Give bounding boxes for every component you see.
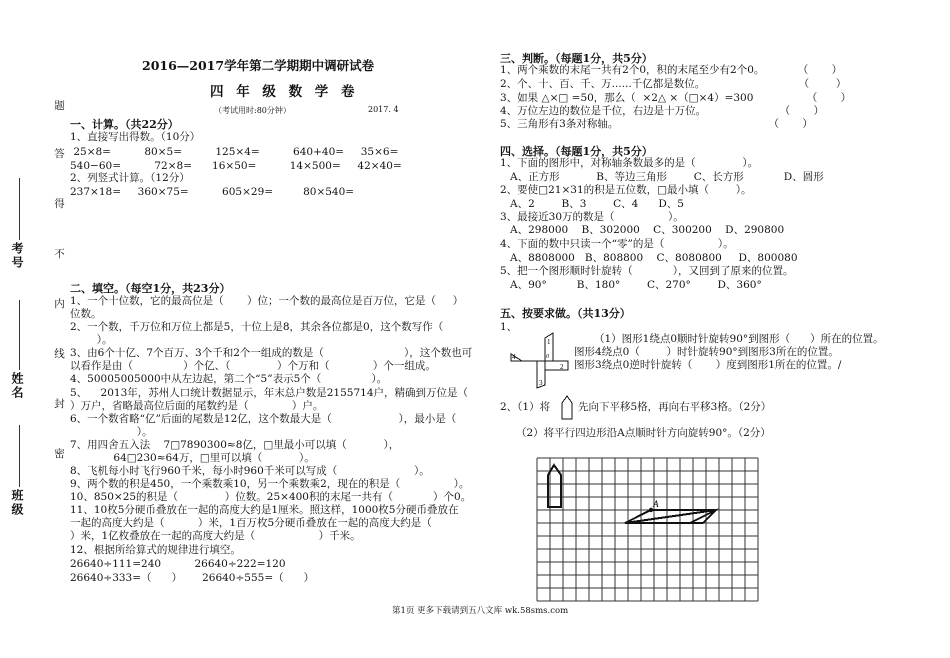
- section-line: 位数。: [70, 308, 102, 320]
- question-line: 图形4绕点0（ ）时针旋转90°到图形3所在的位置。: [574, 346, 839, 358]
- section-line: 3、如果 △×□ =50，那么（ ×2△ ×（□×4）=300 （ ）: [500, 92, 852, 104]
- question-line: 图形3绕点0逆时针旋转（ ）度到图形1所在的位置。/: [574, 359, 842, 371]
- section-line: ）万户，省略最高位后面的尾数约是（ ）户。: [70, 400, 324, 412]
- section-line: 26640÷111=240 26640÷222=120: [70, 558, 286, 570]
- section-line: 3、最接近30万的数是（ ）。: [500, 211, 684, 223]
- section-line: 1、两个乘数的末尾一共有2个0，积的末尾至少有2个0。 （ ）: [500, 64, 843, 76]
- pencil-shape-icon: [560, 395, 574, 421]
- section-line: 9、两个数的积是450，一个乘数乘10，另一个乘数乘2，现在的积是（ ）。: [70, 478, 470, 490]
- exam-date: 2017. 4: [368, 105, 399, 114]
- square-grid: [534, 455, 764, 602]
- section-line: 10、850×25的积是（ ）位数。25×400积的末尾一共有（ ）个0。: [70, 491, 472, 503]
- name-label: 姓名: [10, 372, 24, 400]
- section-line: 237×18= 360×75= 605×29= 80×540=: [70, 186, 355, 198]
- section-line: 5、三角形有3条对称轴。 （ ）: [500, 118, 813, 130]
- section-heading: 四、选择。（每题1分，共5分）: [500, 145, 653, 158]
- section-line: 5、把一个图形顺时针旋转（ ），又回到了原来的位置。: [500, 265, 794, 277]
- section-line: 1、下面的图形中，对称轴条数最多的是（ ）。: [500, 157, 759, 169]
- binding-mark: 不: [53, 248, 65, 261]
- section-line: 2、列竖式计算。（12分）: [70, 172, 190, 184]
- windmill-blade-2: [545, 361, 568, 370]
- page-footer: 第1页 更多下载请到五八文库 wk.58sms.com: [392, 606, 569, 616]
- section-line: 2、一个数，千万位和万位上都是5，十位上是8，其余各位都是0，这个数写作（: [70, 321, 460, 333]
- binding-mark: 线: [53, 348, 65, 361]
- section-line: 64□230≈64万，□里可以填（ ）。: [70, 452, 315, 464]
- binding-mark: 封: [53, 398, 65, 411]
- section-line: 3、由6个十亿、7个百万、3个千和2个一组成的数是（ ），这个数也可: [70, 347, 473, 359]
- binding-mark: 密: [53, 448, 65, 461]
- section-line: 一起的高度大约是（ ）米，1百万枚5分硬币叠放在一起的高度大约是（: [70, 517, 432, 529]
- question-number: 1、: [500, 321, 518, 333]
- windmill-label-2: 2: [560, 363, 564, 371]
- exam-subtitle: 四 年 级 数 学 卷: [210, 84, 359, 100]
- windmill-center-label: 0: [546, 354, 549, 360]
- section-line: 26640÷333=（ ） 26640÷555=（ ）: [70, 572, 315, 584]
- section-line: A、2 B、3 C、4 D、5: [500, 198, 684, 210]
- section-line: 11、10枚5分硬币叠放在一起的高度大约是1厘米。照这样，1000枚5分硬币叠放在: [70, 504, 459, 516]
- section-line: ）。: [70, 426, 153, 438]
- binding-mark: 得: [53, 198, 65, 211]
- section-line: ）。: [70, 334, 113, 346]
- section-line: 以看作是由（ ）个亿、（ ）个万和（ ）个一组成。: [70, 360, 436, 372]
- section-line: 25×8= 80×5= 125×4= 640+40= 35×6=: [70, 146, 399, 158]
- section-line: A、正方形 B、等边三角形 C、长方形 D、圆形: [500, 171, 824, 183]
- section-line: 4、下面的数中只读一个“零”的是（ ）。: [500, 238, 734, 250]
- windmill-figure: [508, 330, 578, 392]
- section-line: 5、 2013年，苏州人口统计数据显示，年末总户数是2155714户，精确到万位是（: [70, 387, 469, 399]
- name-underline: [19, 300, 20, 370]
- section-line: 2、要使□21×31的积是五位数，□最小填（ ）。: [500, 184, 752, 196]
- section-line: ）米，1亿枚叠放在一起的高度大约是（ ）千米。: [70, 530, 361, 542]
- section-line: A、8808000 B、808800 C、8080800 D、800080: [500, 252, 798, 264]
- section-heading: 二、填空。（每空1分，共23分）: [70, 282, 231, 295]
- section-line: 8、飞机每小时飞行960千米，每小时960千米可以写成（ ）。: [70, 465, 430, 477]
- class-label: 班级: [10, 489, 24, 517]
- id-underline: [19, 178, 20, 240]
- windmill-label-3: 3: [539, 379, 543, 387]
- section-line: 4、50005005000中从左边起，第二个“5”表示5个（ ）。: [70, 373, 388, 385]
- section-line: 540−60= 72×8= 16×50= 14×500= 42×40=: [70, 160, 402, 172]
- section-line: 6、一个数省略“亿”后面的尾数是12亿，这个数最大是（ ），最小是（: [70, 413, 457, 425]
- exam-time: （考试用时:80分钟）: [214, 106, 291, 115]
- section-line: A、298000 B、302000 C、300200 D、290800: [500, 224, 785, 236]
- binding-mark: 答: [53, 148, 65, 161]
- question-line: （2）将平行四边形沿A点顺时针方向旋转90°。（2分）: [516, 427, 771, 439]
- section-line: A、90° B、180° C、270° D、360°: [500, 279, 762, 291]
- question-line: 2、（1）将: [500, 401, 551, 413]
- windmill-label-4: 4: [512, 353, 516, 361]
- section-line: 4、万位左边的数位是千位，右边是十万位。 （ ）: [500, 105, 824, 117]
- binding-mark: 题: [53, 100, 65, 113]
- section-line: 2、个、十、百、千、万......千亿都是数位。 （ ）: [500, 78, 847, 90]
- section-heading: 三、判断。（每题1分，共5分）: [500, 52, 653, 65]
- binding-mark: 内: [53, 298, 65, 311]
- id-label: 考号: [10, 242, 24, 270]
- section-heading: 五、按要求做。（共13分）: [500, 307, 631, 320]
- question-line: 先向下平移5格，再向右平移3格。（2分）: [578, 401, 772, 413]
- section-line: 12、根据所给算式的规律进行填空。: [70, 544, 241, 556]
- point-a-label: A: [653, 499, 659, 509]
- windmill-blade-4: [511, 354, 545, 361]
- class-underline: [19, 425, 20, 487]
- windmill-label-1: 1: [547, 338, 551, 346]
- section-heading: 一、计算。（共22分）: [70, 118, 179, 131]
- section-line: 1、一个十位数，它的最高位是（ ）位；一个数的最高位是百万位，它是（ ）: [70, 295, 464, 307]
- question-line: （1）图形1绕点0顺时针旋转90°到图形（ ）所在的位置。: [594, 333, 884, 345]
- section-line: 1、直接写出得数。（10分）: [70, 131, 201, 143]
- section-line: 7、用四舍五入法 7□7890300≈8亿，□里最小可以填（ ），: [70, 439, 400, 451]
- exam-title: 2016—2017学年第二学期期中调研试卷: [142, 58, 375, 73]
